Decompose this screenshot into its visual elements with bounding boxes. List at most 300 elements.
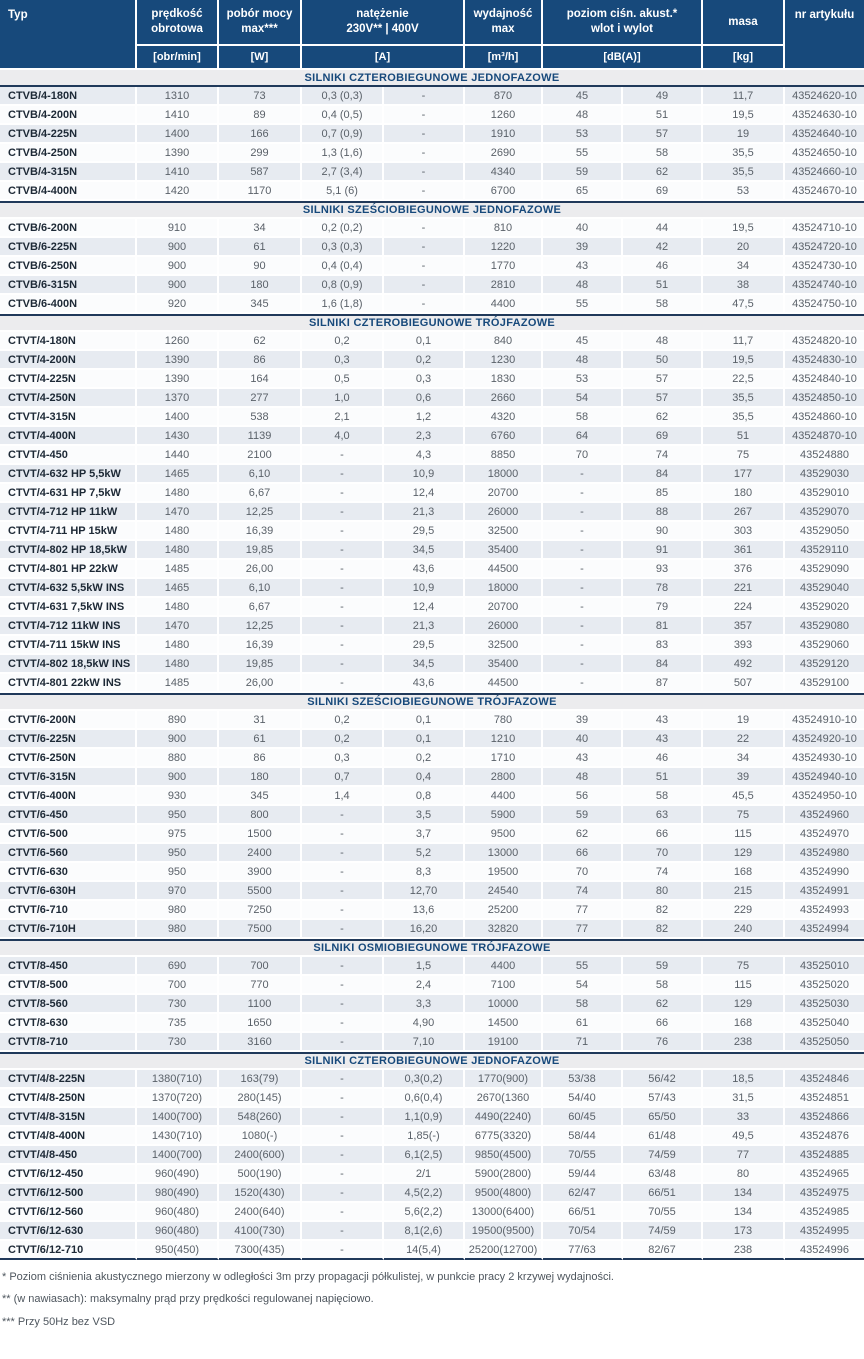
cell-current-230v: - bbox=[302, 863, 384, 882]
cell-airflow: 1770(900) bbox=[465, 1070, 543, 1089]
cell-typ: CTVT/6-250N bbox=[0, 749, 137, 768]
cell-mass: 77 bbox=[703, 1146, 785, 1165]
cell-current-400v: 0,2 bbox=[384, 351, 465, 370]
cell-article-no: 43524965 bbox=[785, 1165, 864, 1184]
cell-current-230v: 0,3 (0,3) bbox=[302, 238, 384, 257]
cell-rpm: 980 bbox=[137, 920, 219, 939]
cell-rpm: 1440 bbox=[137, 446, 219, 465]
cell-rpm: 1480 bbox=[137, 484, 219, 503]
cell-noise-inlet: - bbox=[543, 465, 623, 484]
cell-noise-outlet: 82/67 bbox=[623, 1241, 703, 1260]
unit-wydajnosc: [m³/h] bbox=[465, 46, 543, 70]
cell-current-230v: - bbox=[302, 1033, 384, 1052]
cell-current-230v: - bbox=[302, 995, 384, 1014]
cell-article-no: 43524660-10 bbox=[785, 163, 864, 182]
cell-mass: 35,5 bbox=[703, 163, 785, 182]
cell-airflow: 1830 bbox=[465, 370, 543, 389]
table-row bbox=[0, 106, 864, 125]
cell-power: 16,39 bbox=[219, 636, 302, 655]
cell-current-400v: 12,70 bbox=[384, 882, 465, 901]
cell-article-no: 43529020 bbox=[785, 598, 864, 617]
cell-power: 31 bbox=[219, 711, 302, 730]
cell-current-400v: 21,3 bbox=[384, 617, 465, 636]
cell-noise-inlet: 58 bbox=[543, 408, 623, 427]
cell-power: 61 bbox=[219, 730, 302, 749]
cell-current-400v: 43,6 bbox=[384, 560, 465, 579]
cell-typ: CTVT/6-400N bbox=[0, 787, 137, 806]
cell-current-400v: 1,2 bbox=[384, 408, 465, 427]
cell-current-400v: 34,5 bbox=[384, 655, 465, 674]
cell-mass: 11,7 bbox=[703, 87, 785, 106]
cell-current-400v: 3,5 bbox=[384, 806, 465, 825]
table-row bbox=[0, 238, 864, 257]
cell-current-400v: 1,5 bbox=[384, 957, 465, 976]
cell-rpm: 900 bbox=[137, 276, 219, 295]
cell-typ: CTVT/6-200N bbox=[0, 711, 137, 730]
cell-article-no: 43524995 bbox=[785, 1222, 864, 1241]
table-header bbox=[0, 0, 864, 70]
cell-article-no: 43524940-10 bbox=[785, 768, 864, 787]
cell-typ: CTVB/4-225N bbox=[0, 125, 137, 144]
cell-typ: CTVT/6/12-500 bbox=[0, 1184, 137, 1203]
cell-current-230v: - bbox=[302, 560, 384, 579]
cell-power: 1500 bbox=[219, 825, 302, 844]
cell-noise-outlet: 84 bbox=[623, 465, 703, 484]
table-row bbox=[0, 674, 864, 693]
cell-power: 86 bbox=[219, 749, 302, 768]
cell-power: 19,85 bbox=[219, 541, 302, 560]
cell-noise-inlet: - bbox=[543, 617, 623, 636]
cell-noise-outlet: 74/59 bbox=[623, 1222, 703, 1241]
cell-mass: 224 bbox=[703, 598, 785, 617]
cell-article-no: 43524960 bbox=[785, 806, 864, 825]
cell-current-230v: - bbox=[302, 1203, 384, 1222]
cell-noise-inlet: 43 bbox=[543, 749, 623, 768]
cell-power: 89 bbox=[219, 106, 302, 125]
cell-power: 2400(640) bbox=[219, 1203, 302, 1222]
cell-noise-inlet: 59 bbox=[543, 163, 623, 182]
table-row bbox=[0, 1014, 864, 1033]
cell-airflow: 840 bbox=[465, 332, 543, 351]
table-row bbox=[0, 844, 864, 863]
cell-current-230v: - bbox=[302, 920, 384, 939]
cell-article-no: 43524750-10 bbox=[785, 295, 864, 314]
cell-noise-outlet: 56/42 bbox=[623, 1070, 703, 1089]
table-row bbox=[0, 787, 864, 806]
cell-airflow: 2660 bbox=[465, 389, 543, 408]
cell-current-230v: 0,3 bbox=[302, 749, 384, 768]
table-row bbox=[0, 655, 864, 674]
section-header-row bbox=[0, 1052, 864, 1070]
cell-power: 163(79) bbox=[219, 1070, 302, 1089]
cell-noise-inlet: 54 bbox=[543, 976, 623, 995]
cell-noise-outlet: 80 bbox=[623, 882, 703, 901]
cell-noise-outlet: 43 bbox=[623, 730, 703, 749]
cell-current-400v: 0,6(0,4) bbox=[384, 1089, 465, 1108]
cell-noise-outlet: 70 bbox=[623, 844, 703, 863]
cell-noise-inlet: 40 bbox=[543, 219, 623, 238]
cell-noise-outlet: 59 bbox=[623, 957, 703, 976]
cell-mass: 31,5 bbox=[703, 1089, 785, 1108]
cell-mass: 19 bbox=[703, 125, 785, 144]
cell-noise-inlet: 48 bbox=[543, 768, 623, 787]
cell-typ: CTVT/4-802 HP 18,5kW bbox=[0, 541, 137, 560]
cell-noise-outlet: 57 bbox=[623, 370, 703, 389]
cell-airflow: 4320 bbox=[465, 408, 543, 427]
cell-noise-outlet: 66 bbox=[623, 1014, 703, 1033]
cell-noise-outlet: 69 bbox=[623, 427, 703, 446]
cell-noise-outlet: 87 bbox=[623, 674, 703, 693]
cell-airflow: 25200 bbox=[465, 901, 543, 920]
cell-current-230v: - bbox=[302, 446, 384, 465]
cell-noise-outlet: 81 bbox=[623, 617, 703, 636]
cell-noise-outlet: 65/50 bbox=[623, 1108, 703, 1127]
cell-airflow: 5900 bbox=[465, 806, 543, 825]
table-row bbox=[0, 1089, 864, 1108]
cell-current-230v: - bbox=[302, 957, 384, 976]
cell-noise-outlet: 49 bbox=[623, 87, 703, 106]
cell-airflow: 19500 bbox=[465, 863, 543, 882]
cell-airflow: 20700 bbox=[465, 598, 543, 617]
cell-rpm: 900 bbox=[137, 257, 219, 276]
cell-power: 7250 bbox=[219, 901, 302, 920]
cell-current-230v: 1,3 (1,6) bbox=[302, 144, 384, 163]
cell-article-no: 43524840-10 bbox=[785, 370, 864, 389]
cell-current-230v: - bbox=[302, 674, 384, 693]
cell-rpm: 1470 bbox=[137, 617, 219, 636]
cell-current-400v: 0,4 bbox=[384, 768, 465, 787]
cell-airflow: 2810 bbox=[465, 276, 543, 295]
table-body bbox=[0, 70, 864, 1260]
cell-power: 164 bbox=[219, 370, 302, 389]
table-row bbox=[0, 389, 864, 408]
cell-mass: 180 bbox=[703, 484, 785, 503]
cell-current-400v: 2,4 bbox=[384, 976, 465, 995]
table-row bbox=[0, 219, 864, 238]
cell-noise-inlet: - bbox=[543, 522, 623, 541]
cell-typ: CTVT/6/12-710 bbox=[0, 1241, 137, 1260]
cell-current-400v: 7,10 bbox=[384, 1033, 465, 1052]
cell-noise-inlet: 77/63 bbox=[543, 1241, 623, 1260]
cell-current-230v: - bbox=[302, 1184, 384, 1203]
cell-current-400v: 13,6 bbox=[384, 901, 465, 920]
cell-noise-inlet: - bbox=[543, 503, 623, 522]
cell-mass: 19,5 bbox=[703, 106, 785, 125]
cell-article-no: 43525030 bbox=[785, 995, 864, 1014]
unit-poziom-cisn-akust: [dB(A)] bbox=[543, 46, 703, 70]
cell-rpm: 1480 bbox=[137, 598, 219, 617]
column-header-nr-artykulu: nr artykułu bbox=[785, 0, 864, 70]
cell-typ: CTVT/4-250N bbox=[0, 389, 137, 408]
cell-airflow: 44500 bbox=[465, 560, 543, 579]
cell-typ: CTVT/6-710H bbox=[0, 920, 137, 939]
cell-airflow: 25200(12700) bbox=[465, 1241, 543, 1260]
cell-noise-inlet: 48 bbox=[543, 276, 623, 295]
cell-current-230v: - bbox=[302, 976, 384, 995]
cell-noise-inlet: 70/54 bbox=[543, 1222, 623, 1241]
cell-current-400v: 0,1 bbox=[384, 730, 465, 749]
cell-rpm: 1465 bbox=[137, 579, 219, 598]
cell-power: 548(260) bbox=[219, 1108, 302, 1127]
section-header-row bbox=[0, 314, 864, 332]
cell-power: 61 bbox=[219, 238, 302, 257]
cell-current-400v: - bbox=[384, 106, 465, 125]
table-row bbox=[0, 1165, 864, 1184]
cell-airflow: 4400 bbox=[465, 295, 543, 314]
cell-current-230v: - bbox=[302, 1070, 384, 1089]
cell-noise-inlet: 61 bbox=[543, 1014, 623, 1033]
cell-typ: CTVT/6-630 bbox=[0, 863, 137, 882]
cell-noise-inlet: 66/51 bbox=[543, 1203, 623, 1222]
cell-rpm: 900 bbox=[137, 768, 219, 787]
cell-article-no: 43524885 bbox=[785, 1146, 864, 1165]
table-row bbox=[0, 503, 864, 522]
cell-typ: CTVT/4/8-225N bbox=[0, 1070, 137, 1089]
cell-airflow: 1220 bbox=[465, 238, 543, 257]
table-row bbox=[0, 863, 864, 882]
cell-current-230v: - bbox=[302, 465, 384, 484]
cell-current-400v: - bbox=[384, 219, 465, 238]
cell-power: 800 bbox=[219, 806, 302, 825]
cell-airflow: 6700 bbox=[465, 182, 543, 201]
cell-current-400v: 0,1 bbox=[384, 711, 465, 730]
cell-airflow: 6760 bbox=[465, 427, 543, 446]
cell-noise-inlet: - bbox=[543, 598, 623, 617]
footnotes bbox=[0, 1260, 864, 1329]
cell-current-230v: - bbox=[302, 825, 384, 844]
cell-noise-outlet: 58 bbox=[623, 295, 703, 314]
cell-article-no: 43529070 bbox=[785, 503, 864, 522]
cell-current-230v: - bbox=[302, 617, 384, 636]
cell-power: 90 bbox=[219, 257, 302, 276]
footnote-2: ** (w nawiasach): maksymalny prąd przy prędkości regulowanej napięciowo. bbox=[2, 1293, 374, 1306]
cell-mass: 19,5 bbox=[703, 219, 785, 238]
cell-mass: 34 bbox=[703, 257, 785, 276]
table-row bbox=[0, 484, 864, 503]
cell-current-230v: - bbox=[302, 579, 384, 598]
cell-article-no: 43529100 bbox=[785, 674, 864, 693]
cell-typ: CTVT/4/8-315N bbox=[0, 1108, 137, 1127]
cell-mass: 393 bbox=[703, 636, 785, 655]
cell-current-400v: - bbox=[384, 238, 465, 257]
cell-current-230v: 4,0 bbox=[302, 427, 384, 446]
cell-power: 16,39 bbox=[219, 522, 302, 541]
cell-noise-outlet: 85 bbox=[623, 484, 703, 503]
cell-power: 180 bbox=[219, 768, 302, 787]
cell-typ: CTVT/4/8-450 bbox=[0, 1146, 137, 1165]
cell-noise-outlet: 57/43 bbox=[623, 1089, 703, 1108]
cell-noise-inlet: 58/44 bbox=[543, 1127, 623, 1146]
cell-article-no: 43524620-10 bbox=[785, 87, 864, 106]
cell-rpm: 1430(710) bbox=[137, 1127, 219, 1146]
cell-airflow: 26000 bbox=[465, 503, 543, 522]
cell-article-no: 43524991 bbox=[785, 882, 864, 901]
cell-rpm: 970 bbox=[137, 882, 219, 901]
cell-typ: CTVT/4-801 22kW INS bbox=[0, 674, 137, 693]
cell-current-230v: 0,2 bbox=[302, 332, 384, 351]
cell-typ: CTVB/4-250N bbox=[0, 144, 137, 163]
cell-mass: 129 bbox=[703, 844, 785, 863]
cell-noise-inlet: 55 bbox=[543, 144, 623, 163]
cell-current-400v: 29,5 bbox=[384, 522, 465, 541]
cell-typ: CTVB/6-315N bbox=[0, 276, 137, 295]
cell-noise-outlet: 74 bbox=[623, 863, 703, 882]
cell-rpm: 1380(710) bbox=[137, 1070, 219, 1089]
cell-article-no: 43524846 bbox=[785, 1070, 864, 1089]
cell-noise-outlet: 51 bbox=[623, 276, 703, 295]
cell-airflow: 4340 bbox=[465, 163, 543, 182]
cell-mass: 173 bbox=[703, 1222, 785, 1241]
cell-noise-outlet: 43 bbox=[623, 711, 703, 730]
table-row bbox=[0, 1127, 864, 1146]
cell-current-230v: 5,1 (6) bbox=[302, 182, 384, 201]
cell-airflow: 32820 bbox=[465, 920, 543, 939]
cell-rpm: 900 bbox=[137, 238, 219, 257]
cell-mass: 33 bbox=[703, 1108, 785, 1127]
cell-typ: CTVT/8-500 bbox=[0, 976, 137, 995]
table-row bbox=[0, 1184, 864, 1203]
cell-rpm: 690 bbox=[137, 957, 219, 976]
cell-mass: 134 bbox=[703, 1184, 785, 1203]
cell-power: 2400(600) bbox=[219, 1146, 302, 1165]
cell-mass: 18,5 bbox=[703, 1070, 785, 1089]
cell-current-400v: - bbox=[384, 163, 465, 182]
table-row bbox=[0, 163, 864, 182]
table-row bbox=[0, 1203, 864, 1222]
cell-noise-inlet: 39 bbox=[543, 238, 623, 257]
cell-airflow: 1770 bbox=[465, 257, 543, 276]
cell-mass: 19 bbox=[703, 711, 785, 730]
cell-mass: 240 bbox=[703, 920, 785, 939]
cell-noise-outlet: 84 bbox=[623, 655, 703, 674]
cell-noise-inlet: 59/44 bbox=[543, 1165, 623, 1184]
table-row bbox=[0, 1033, 864, 1052]
cell-mass: 38 bbox=[703, 276, 785, 295]
cell-noise-inlet: 65 bbox=[543, 182, 623, 201]
cell-article-no: 43524740-10 bbox=[785, 276, 864, 295]
cell-noise-outlet: 76 bbox=[623, 1033, 703, 1052]
cell-noise-inlet: 45 bbox=[543, 87, 623, 106]
cell-rpm: 1410 bbox=[137, 106, 219, 125]
cell-article-no: 43524990 bbox=[785, 863, 864, 882]
cell-rpm: 1480 bbox=[137, 636, 219, 655]
table-row bbox=[0, 332, 864, 351]
cell-airflow: 18000 bbox=[465, 579, 543, 598]
column-header-predkosc-obrotowa: prędkość obrotowa bbox=[137, 0, 219, 46]
cell-mass: 177 bbox=[703, 465, 785, 484]
cell-noise-outlet: 63/48 bbox=[623, 1165, 703, 1184]
cell-rpm: 730 bbox=[137, 1033, 219, 1052]
cell-current-400v: - bbox=[384, 144, 465, 163]
cell-current-230v: - bbox=[302, 1146, 384, 1165]
cell-power: 86 bbox=[219, 351, 302, 370]
cell-rpm: 1470 bbox=[137, 503, 219, 522]
table-row bbox=[0, 806, 864, 825]
table-row bbox=[0, 579, 864, 598]
cell-noise-inlet: 74 bbox=[543, 882, 623, 901]
cell-current-230v: 1,4 bbox=[302, 787, 384, 806]
cell-noise-inlet: 62 bbox=[543, 825, 623, 844]
cell-current-230v: - bbox=[302, 1241, 384, 1260]
cell-power: 1139 bbox=[219, 427, 302, 446]
table-row bbox=[0, 825, 864, 844]
cell-noise-outlet: 79 bbox=[623, 598, 703, 617]
cell-typ: CTVT/6/12-450 bbox=[0, 1165, 137, 1184]
cell-power: 7300(435) bbox=[219, 1241, 302, 1260]
cell-current-400v: 1,1(0,9) bbox=[384, 1108, 465, 1127]
cell-current-230v: 0,7 bbox=[302, 768, 384, 787]
cell-rpm: 950 bbox=[137, 863, 219, 882]
cell-noise-outlet: 63 bbox=[623, 806, 703, 825]
cell-airflow: 44500 bbox=[465, 674, 543, 693]
cell-current-230v: 0,4 (0,5) bbox=[302, 106, 384, 125]
cell-article-no: 43525010 bbox=[785, 957, 864, 976]
cell-rpm: 1430 bbox=[137, 427, 219, 446]
cell-power: 1650 bbox=[219, 1014, 302, 1033]
cell-current-230v: 0,3 bbox=[302, 351, 384, 370]
cell-mass: 267 bbox=[703, 503, 785, 522]
cell-rpm: 950(450) bbox=[137, 1241, 219, 1260]
cell-current-230v: 0,5 bbox=[302, 370, 384, 389]
cell-noise-outlet: 74 bbox=[623, 446, 703, 465]
cell-current-400v: 4,5(2,2) bbox=[384, 1184, 465, 1203]
cell-noise-inlet: 40 bbox=[543, 730, 623, 749]
cell-rpm: 1390 bbox=[137, 351, 219, 370]
cell-typ: CTVT/4-400N bbox=[0, 427, 137, 446]
table-row bbox=[0, 636, 864, 655]
unit-masa: [kg] bbox=[703, 46, 785, 70]
cell-mass: 47,5 bbox=[703, 295, 785, 314]
cell-power: 6,67 bbox=[219, 484, 302, 503]
cell-article-no: 43524970 bbox=[785, 825, 864, 844]
cell-article-no: 43529030 bbox=[785, 465, 864, 484]
table-row bbox=[0, 1222, 864, 1241]
cell-article-no: 43524870-10 bbox=[785, 427, 864, 446]
cell-noise-inlet: 48 bbox=[543, 351, 623, 370]
table-row bbox=[0, 257, 864, 276]
cell-typ: CTVT/6-225N bbox=[0, 730, 137, 749]
cell-rpm: 700 bbox=[137, 976, 219, 995]
cell-current-400v: 5,6(2,2) bbox=[384, 1203, 465, 1222]
cell-typ: CTVT/4-801 HP 22kW bbox=[0, 560, 137, 579]
table-row bbox=[0, 920, 864, 939]
cell-noise-outlet: 42 bbox=[623, 238, 703, 257]
unit-natezenie: [A] bbox=[302, 46, 465, 70]
cell-rpm: 1485 bbox=[137, 560, 219, 579]
cell-noise-inlet: 55 bbox=[543, 295, 623, 314]
cell-rpm: 1465 bbox=[137, 465, 219, 484]
cell-typ: CTVT/6-710 bbox=[0, 901, 137, 920]
cell-typ: CTVT/6-450 bbox=[0, 806, 137, 825]
table-row bbox=[0, 370, 864, 389]
cell-airflow: 35400 bbox=[465, 541, 543, 560]
cell-noise-outlet: 88 bbox=[623, 503, 703, 522]
cell-rpm: 1420 bbox=[137, 182, 219, 201]
cell-current-230v: - bbox=[302, 598, 384, 617]
cell-noise-inlet: - bbox=[543, 560, 623, 579]
cell-current-400v: 4,3 bbox=[384, 446, 465, 465]
cell-noise-inlet: - bbox=[543, 541, 623, 560]
cell-article-no: 43524930-10 bbox=[785, 749, 864, 768]
cell-airflow: 4490(2240) bbox=[465, 1108, 543, 1127]
cell-current-230v: 2,7 (3,4) bbox=[302, 163, 384, 182]
cell-noise-outlet: 58 bbox=[623, 976, 703, 995]
cell-mass: 168 bbox=[703, 1014, 785, 1033]
cell-typ: CTVT/6-630H bbox=[0, 882, 137, 901]
cell-airflow: 9500 bbox=[465, 825, 543, 844]
table-row bbox=[0, 465, 864, 484]
cell-current-400v: 0,2 bbox=[384, 749, 465, 768]
